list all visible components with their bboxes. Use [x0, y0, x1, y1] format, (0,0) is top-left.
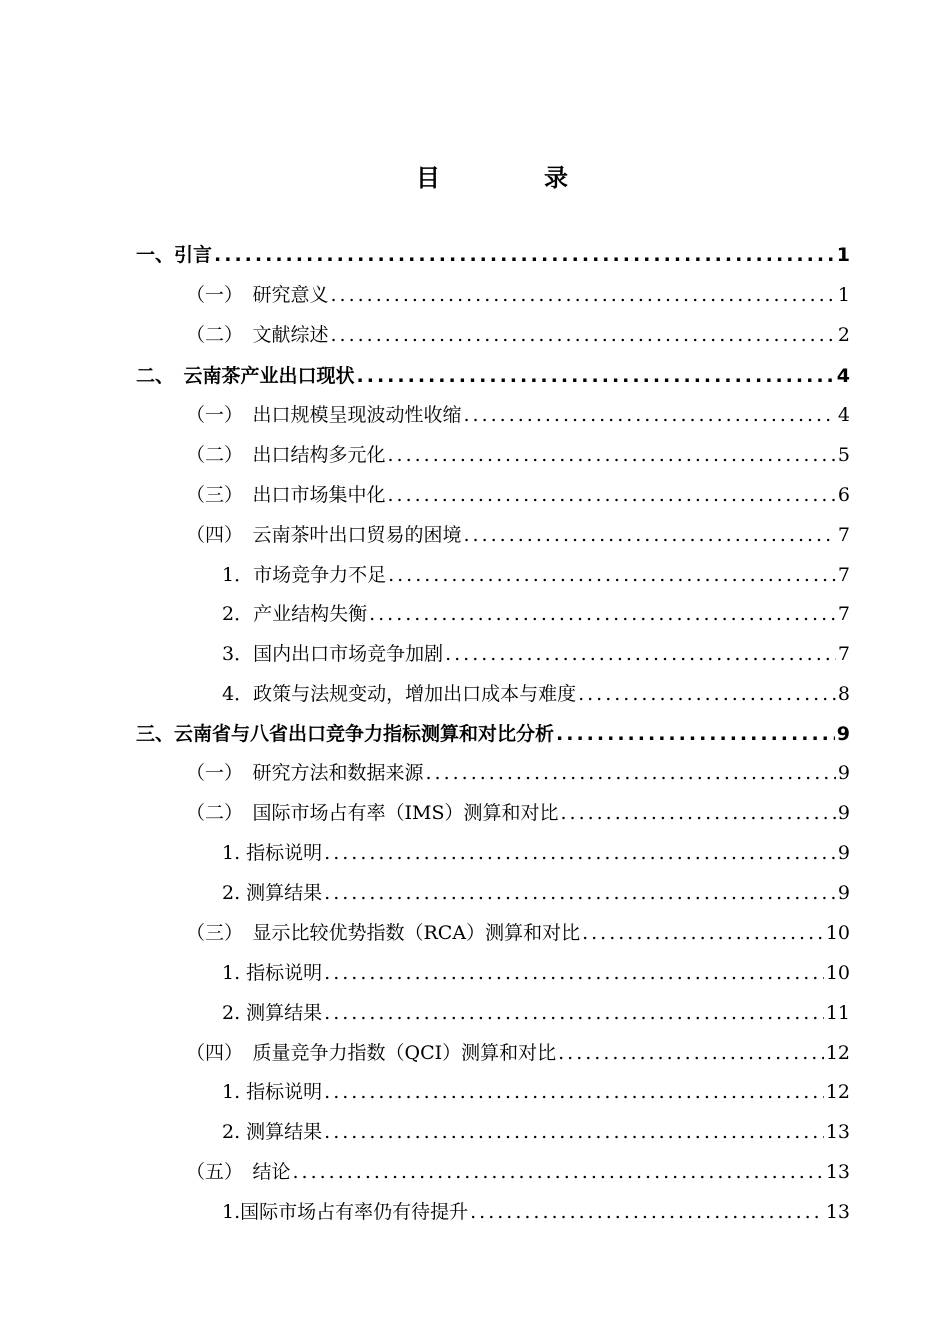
toc-entry[interactable]	[222, 1072, 850, 1112]
toc-dot-leader	[578, 674, 836, 714]
toc-entry[interactable]	[186, 793, 850, 833]
toc-dot-leader	[324, 953, 824, 993]
toc-dot-leader	[558, 1033, 824, 1073]
toc-entry[interactable]	[186, 435, 850, 475]
toc-dot-leader	[426, 753, 836, 793]
toc-dot-leader	[331, 275, 836, 315]
toc-entry[interactable]	[222, 833, 850, 873]
toc-entry-title: 二、 云南茶产业出口现状	[136, 365, 355, 387]
toc-entry[interactable]	[136, 356, 850, 396]
toc-dot-leader	[556, 714, 835, 754]
toc-entry[interactable]	[222, 1192, 850, 1232]
toc-page-number: 4	[837, 404, 850, 426]
toc-entry-title: 2. 测算结果	[222, 1121, 323, 1143]
toc-dot-leader	[560, 793, 835, 833]
toc-entry-title: （一） 出口规模呈现波动性收缩	[186, 404, 462, 426]
toc-page-number: 7	[837, 524, 850, 546]
toc-page-number: 6	[837, 484, 850, 506]
toc-entry[interactable]	[222, 594, 850, 634]
toc-dot-leader	[324, 873, 836, 913]
toc-page-number: 13	[825, 1161, 850, 1183]
toc-dot-leader	[464, 515, 836, 555]
toc-page-number: 8	[837, 683, 850, 705]
toc-entry-title: 一、引言	[136, 244, 213, 266]
toc-entry[interactable]	[222, 1112, 850, 1152]
toc-entry-title: （一） 研究意义	[186, 284, 329, 306]
toc-dot-leader	[388, 435, 836, 475]
toc-dot-leader	[388, 555, 836, 595]
toc-page-number: 7	[837, 643, 850, 665]
toc-page-number: 9	[836, 723, 850, 745]
toc-dot-leader	[464, 395, 836, 435]
toc-entry-title: （三） 显示比较优势指数（RCA）测算和对比	[186, 922, 581, 944]
toc-entry[interactable]	[186, 515, 850, 555]
toc-entry-title: （四） 质量竞争力指数（QCI）测算和对比	[186, 1042, 557, 1064]
toc-dot-leader	[324, 833, 836, 873]
toc-entry-title: 1. 指标说明	[222, 962, 323, 984]
toc-page-number: 2	[837, 324, 850, 346]
toc-page-number: 9	[837, 842, 850, 864]
toc-dot-leader	[293, 1152, 824, 1192]
toc-entry-title: 4．政策与法规变动，增加出口成本与难度	[222, 683, 577, 705]
toc-dot-leader	[324, 1072, 824, 1112]
toc-dot-leader	[331, 315, 836, 355]
toc-dot-leader	[324, 1112, 824, 1152]
toc-title-char-2: 录	[544, 164, 568, 192]
toc-page-number: 9	[837, 802, 850, 824]
toc-entry[interactable]	[222, 873, 850, 913]
toc-entry-title: （四） 云南茶叶出口贸易的困境	[186, 524, 462, 546]
toc-entry-title: （二） 国际市场占有率（IMS）测算和对比	[186, 802, 559, 824]
toc-dot-leader	[324, 993, 824, 1033]
toc-dot-leader	[357, 356, 835, 396]
toc-entry-title: （五） 结论	[186, 1161, 291, 1183]
toc-title-char-1: 目	[416, 164, 440, 192]
toc-page-number: 4	[836, 365, 850, 387]
toc-entry-title: （一） 研究方法和数据来源	[186, 762, 424, 784]
toc-page-number: 1	[836, 244, 850, 266]
toc-page-number: 9	[837, 762, 850, 784]
toc-page-number: 12	[825, 1042, 850, 1064]
toc-page-number: 10	[825, 922, 850, 944]
toc-page-number: 5	[837, 444, 850, 466]
toc-entry[interactable]	[222, 993, 850, 1033]
toc-page-number: 9	[837, 882, 850, 904]
toc-entry-title: 3．国内出口市场竞争加剧	[222, 643, 444, 665]
toc-entry[interactable]	[186, 475, 850, 515]
toc-entry[interactable]	[186, 1033, 850, 1073]
toc-dot-leader	[369, 594, 836, 634]
toc-dot-leader	[214, 235, 835, 275]
toc-entry-title: （二） 文献综述	[186, 324, 329, 346]
toc-entry-title: 2. 测算结果	[222, 882, 323, 904]
toc-entry-title: 1.国际市场占有率仍有待提升	[222, 1201, 469, 1223]
toc-entry[interactable]	[136, 714, 850, 754]
toc-dot-leader	[388, 475, 836, 515]
toc-page-number: 11	[825, 1002, 850, 1024]
toc-entry-title: 2．产业结构失衡	[222, 603, 368, 625]
toc-entry-title: 1．市场竞争力不足	[222, 564, 387, 586]
toc-page-number: 1	[837, 284, 850, 306]
toc-entry-title: 2. 测算结果	[222, 1002, 323, 1024]
toc-entry[interactable]	[222, 953, 850, 993]
toc-entry[interactable]	[222, 634, 850, 674]
toc-entry[interactable]	[186, 913, 850, 953]
toc-entry[interactable]	[222, 555, 850, 595]
toc-entry-title: 1. 指标说明	[222, 842, 323, 864]
toc-entry-title: 1. 指标说明	[222, 1081, 323, 1103]
toc-page-number: 10	[825, 962, 850, 984]
toc-entry[interactable]	[186, 275, 850, 315]
toc-dot-leader	[582, 913, 824, 953]
toc-dot-leader	[445, 634, 836, 674]
toc-entry-title: （三） 出口市场集中化	[186, 484, 386, 506]
toc-dot-leader	[470, 1192, 824, 1232]
toc-entry[interactable]	[186, 1152, 850, 1192]
toc-page-number: 7	[837, 603, 850, 625]
toc-page-number: 13	[825, 1201, 850, 1223]
toc-entry[interactable]	[222, 674, 850, 714]
toc-page-number: 12	[825, 1081, 850, 1103]
toc-page-number: 7	[837, 564, 850, 586]
toc-entry[interactable]	[136, 235, 850, 275]
toc-page-number: 13	[825, 1121, 850, 1143]
toc-entry[interactable]	[186, 395, 850, 435]
toc-entry-title: （二） 出口结构多元化	[186, 444, 386, 466]
toc-entry[interactable]	[186, 315, 850, 355]
toc-entry[interactable]	[186, 753, 850, 793]
toc-entry-title: 三、云南省与八省出口竞争力指标测算和对比分析	[136, 723, 555, 745]
